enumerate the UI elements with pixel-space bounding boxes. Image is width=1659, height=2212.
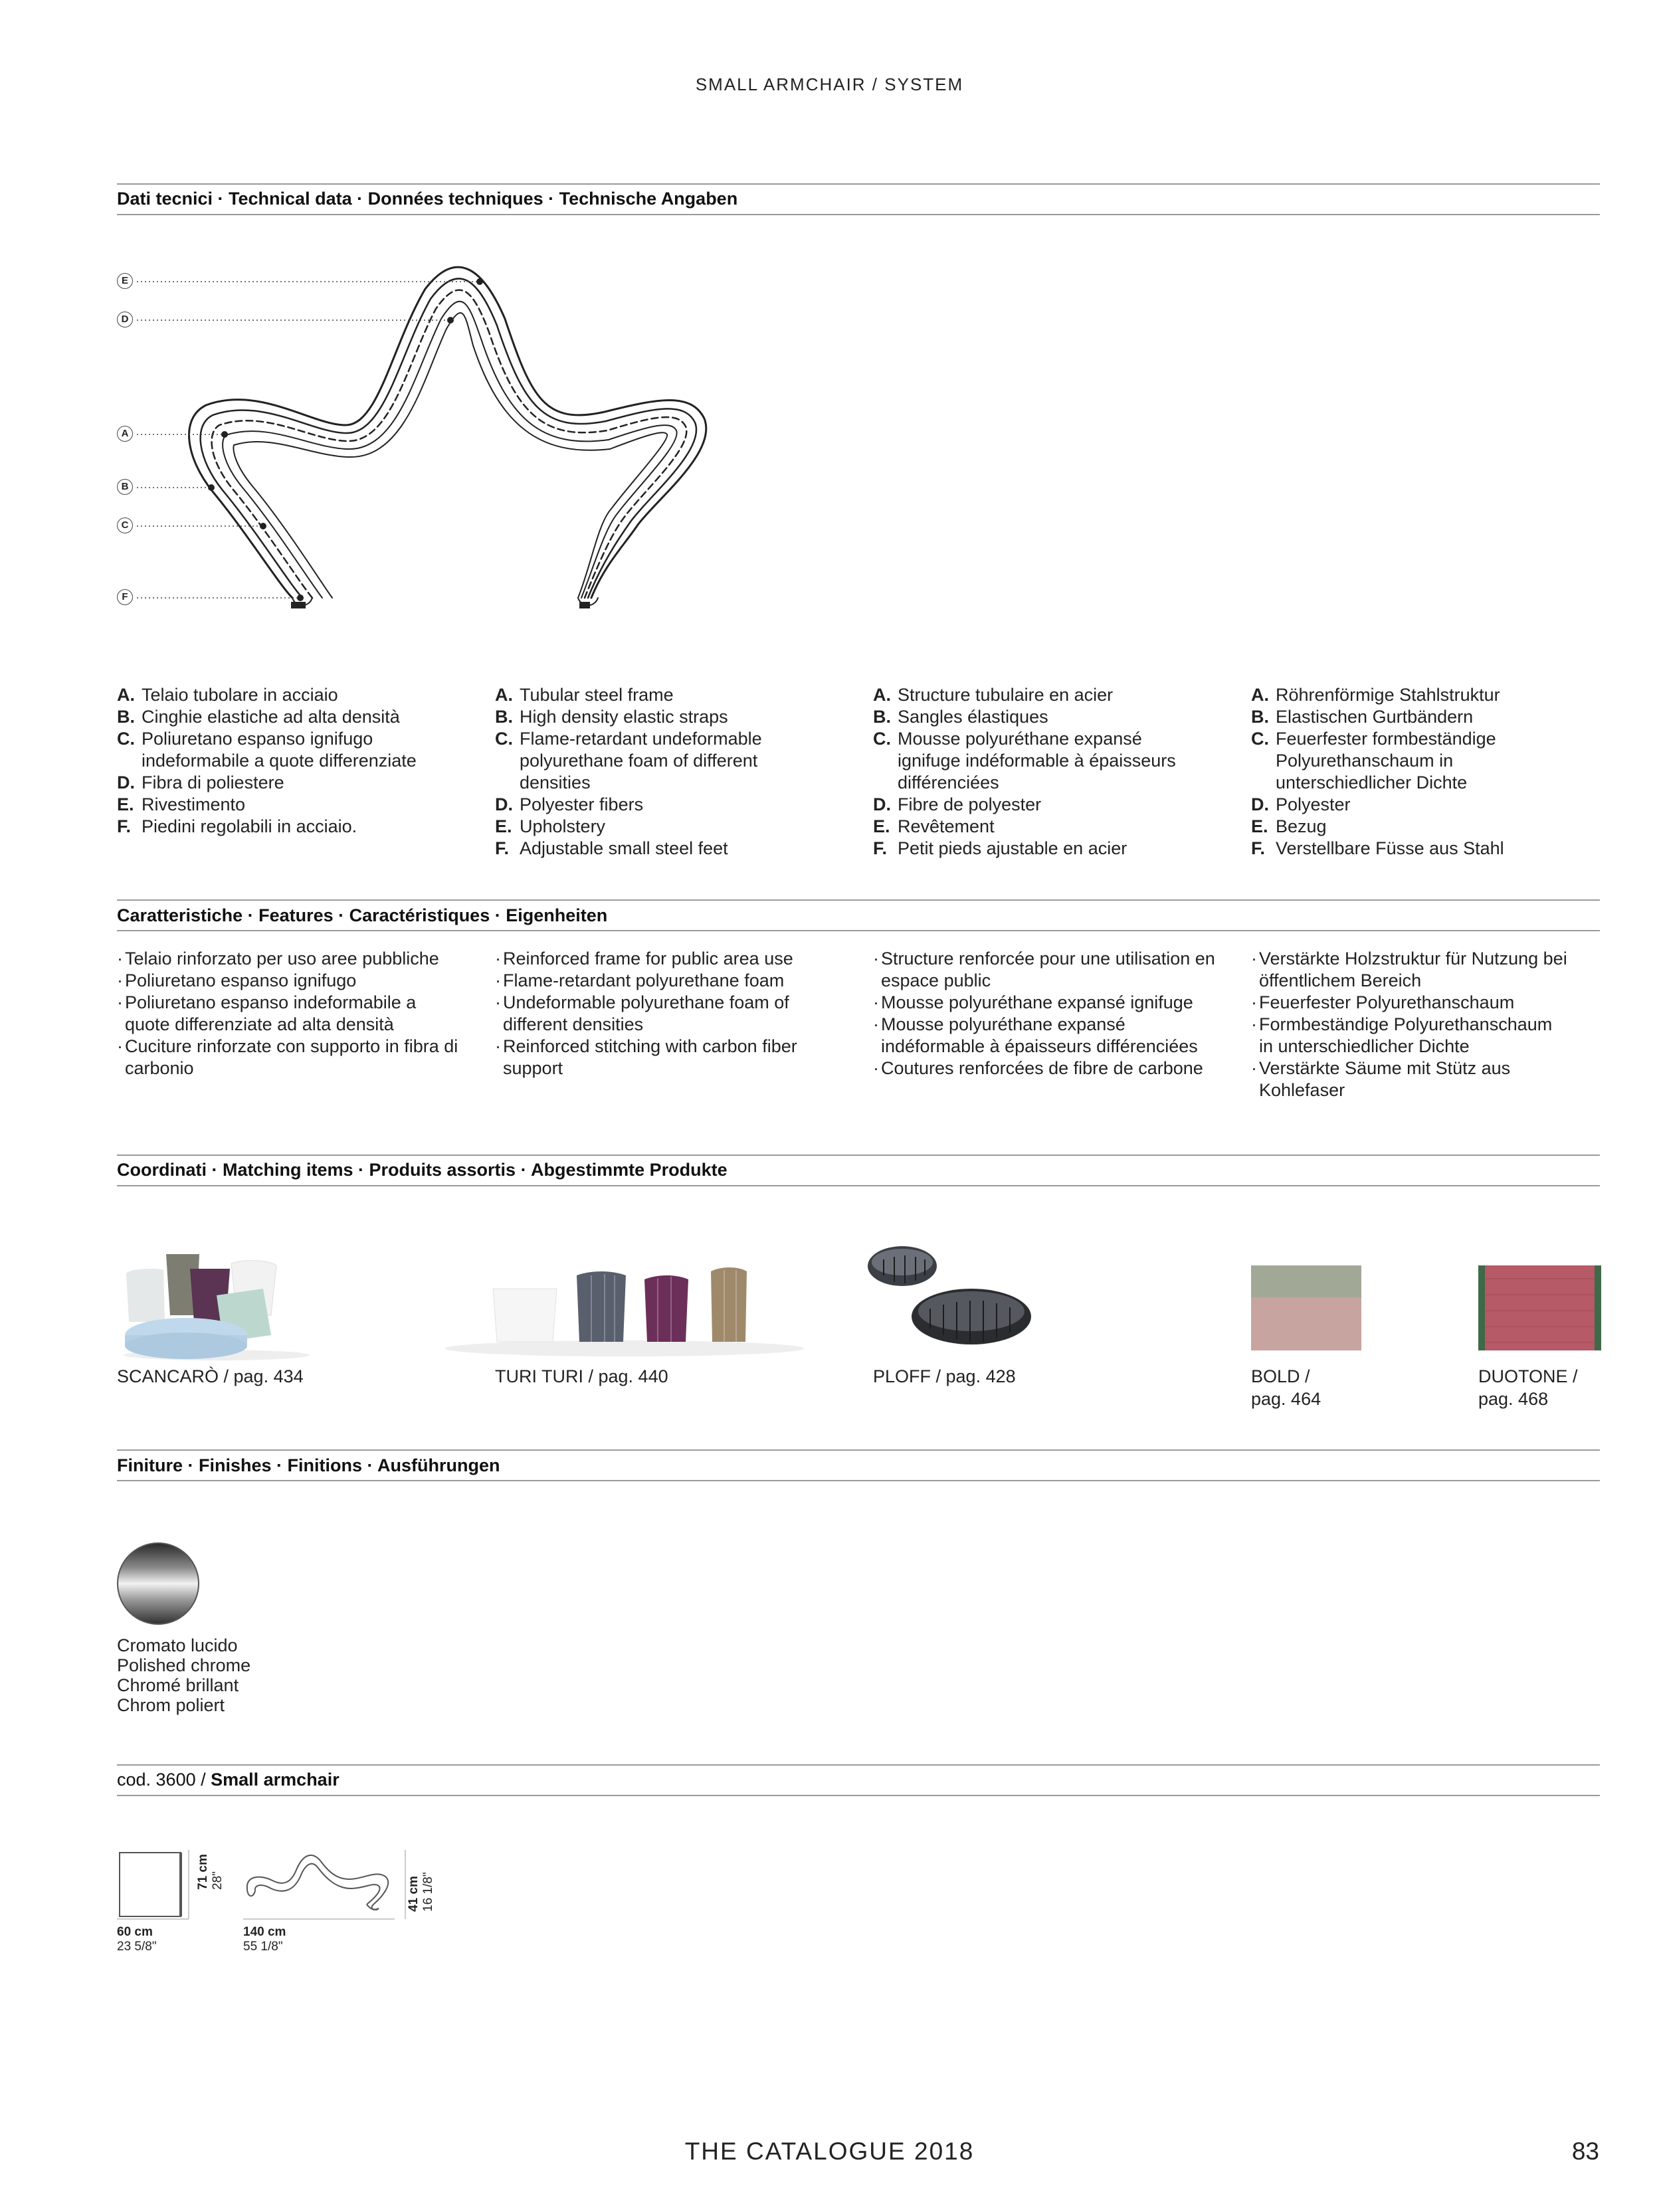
technical-list-fr <box>873 684 1192 860</box>
turi-turi-caption[interactable]: TURI TURI / pag. 440 <box>495 1366 668 1386</box>
list-item: · Coutures renforcées de fibre de carbone <box>873 1058 1203 1078</box>
list-item: B. Sangles élastiques <box>873 707 1048 727</box>
divider <box>117 1764 1600 1766</box>
list-item: F. Adjustable small steel feet <box>495 838 728 858</box>
technical-list-de <box>1251 684 1570 860</box>
callout-e: E <box>117 273 133 289</box>
top-view-drawing <box>243 1850 409 1923</box>
list-item: B. Cinghie elastiche ad alta densità <box>117 707 400 727</box>
divider <box>117 930 1600 931</box>
callout-a: A <box>117 426 133 442</box>
list-item: · Undeformable polyurethane foam of different densities <box>495 992 789 1034</box>
list-item: F. Verstellbare Füsse aus Stahl <box>1251 838 1504 858</box>
list-item: C. Poliuretano espanso ignifugo indeformabile a quote differenziate <box>117 729 417 771</box>
ploff-image[interactable] <box>864 1242 1043 1348</box>
ploff-caption[interactable]: PLOFF / pag. 428 <box>873 1366 1016 1386</box>
list-item: F. Piedini regolabili in acciaio. <box>117 816 357 836</box>
features-list-de <box>1251 948 1570 1101</box>
list-item: · Verstärkte Säume mit Stütz aus Kohlefaser <box>1251 1058 1511 1100</box>
list-item: E. Upholstery <box>495 816 606 836</box>
callout-c: C <box>117 517 133 533</box>
list-item: C. Flame-retardant undeformable polyurethane foam of different densities <box>495 729 762 792</box>
bold-caption[interactable]: BOLD / pag. 464 <box>1251 1366 1321 1409</box>
finish-name-de: Chrom poliert <box>117 1695 225 1715</box>
list-item: · Flame-retardant polyurethane foam <box>495 970 785 990</box>
list-item: · Mousse polyuréthane expansé indéformable à épaisseurs différenciées <box>873 1014 1198 1056</box>
divider <box>117 1449 1600 1451</box>
list-item: D. Polyester <box>1251 794 1351 814</box>
product-code-line <box>117 1770 340 1790</box>
divider <box>117 1185 1600 1186</box>
list-item: B. High density elastic straps <box>495 707 728 727</box>
features-list-it <box>117 948 462 1079</box>
list-item: E. Rivestimento <box>117 794 246 814</box>
product-name: Small armchair <box>211 1770 340 1790</box>
list-item: · Reinforced stitching with carbon fiber support <box>495 1036 797 1078</box>
list-item: D. Fibra di poliestere <box>117 773 284 792</box>
list-item: · Verstärkte Holzstruktur für Nutzung bei öffentlichem Bereich <box>1251 949 1567 990</box>
list-item: D. Fibre de polyester <box>873 794 1042 814</box>
list-item: A. Telaio tubolare in acciaio <box>117 685 338 705</box>
list-item: · Reinforced frame for public area use <box>495 949 793 968</box>
list-item: C. Feuerfester formbeständige Polyurethanschaum in unterschiedlicher Dichte <box>1251 729 1496 792</box>
features-list-fr <box>873 948 1219 1079</box>
list-item: · Structure renforcée pour une utilisation en espace public <box>873 949 1215 990</box>
list-item: · Cuciture rinforzate con supporto in fibra di carbonio <box>117 1036 458 1078</box>
technical-drawing <box>113 266 884 624</box>
footer-title: THE CATALOGUE 2018 <box>684 2138 975 2165</box>
list-item: · Telaio rinforzato per uso aree pubbliche <box>117 949 439 968</box>
callout-b: B <box>117 479 133 495</box>
list-item: A. Tubular steel frame <box>495 685 674 705</box>
duotone-caption[interactable]: DUOTONE / pag. 468 <box>1478 1366 1578 1409</box>
page-number: 83 <box>1571 2138 1599 2165</box>
matching-heading: Coordinati · Matching items · Produits assortis · Abgestimmte Produkte <box>117 1160 728 1180</box>
list-item: F. Petit pieds ajustable en acier <box>873 838 1127 858</box>
width-dim: 140 cm 55 1/8" <box>243 1925 286 1954</box>
list-item: E. Revêtement <box>873 816 995 836</box>
finish-names <box>117 1635 250 1715</box>
depth-dim: 60 cm 23 5/8" <box>117 1925 157 1954</box>
page-header: SMALL ARMCHAIR / SYSTEM <box>695 74 964 94</box>
scancaro-caption[interactable]: SCANCARÒ / pag. 434 <box>117 1366 304 1386</box>
divider <box>117 183 1600 185</box>
divider <box>117 899 1600 901</box>
divider <box>117 1480 1600 1481</box>
list-item: D. Polyester fibers <box>495 794 644 814</box>
list-item: · Mousse polyuréthane expansé ignifuge <box>873 992 1193 1012</box>
callout-d: D <box>117 312 133 327</box>
technical-list-it <box>117 684 462 838</box>
side-view-drawing <box>117 1850 190 1923</box>
duotone-image[interactable] <box>1478 1265 1601 1352</box>
finish-name-it: Cromato lucido <box>117 1635 238 1655</box>
finish-name-en: Polished chrome <box>117 1655 251 1675</box>
list-item: · Poliuretano espanso indeformabile a quote differenziate ad alta densità <box>117 992 417 1034</box>
seat-height-dim: 41 cm 16 1/8" <box>407 1872 435 1912</box>
divider <box>117 1795 1600 1796</box>
callout-f: F <box>117 589 133 605</box>
list-item: · Poliuretano espanso ignifugo <box>117 970 357 990</box>
chrome-finish-swatch[interactable] <box>117 1542 199 1625</box>
list-item: A. Structure tubulaire en acier <box>873 685 1114 705</box>
technical-list-en <box>495 684 787 860</box>
turi-turi-image[interactable] <box>439 1249 811 1362</box>
divider <box>117 1154 1600 1156</box>
height-dim: 71 cm 28" <box>196 1854 225 1890</box>
finishes-heading: Finiture · Finishes · Finitions · Ausführungen <box>117 1455 500 1475</box>
technical-heading: Dati tecnici · Technical data · Données techniques · Technische Angaben <box>117 189 738 209</box>
list-item: C. Mousse polyuréthane expansé ignifuge indéformable à épaisseurs différenciées <box>873 729 1176 792</box>
list-item: E. Bezug <box>1251 816 1327 836</box>
list-item: · Feuerfester Polyurethanschaum <box>1251 992 1515 1012</box>
product-code: cod. 3600 / <box>117 1770 211 1790</box>
list-item: B. Elastischen Gurtbändern <box>1251 707 1474 727</box>
list-item: A. Röhrenförmige Stahlstruktur <box>1251 685 1500 705</box>
divider <box>117 214 1600 215</box>
finish-name-fr: Chromé brillant <box>117 1675 239 1695</box>
features-heading: Caratteristiche · Features · Caractéristiques · Eigenheiten <box>117 905 608 925</box>
scancaro-image[interactable] <box>117 1249 316 1362</box>
features-list-en <box>495 948 827 1079</box>
bold-image[interactable] <box>1251 1265 1364 1352</box>
list-item: · Formbeständige Polyurethanschaum in unterschiedlicher Dichte <box>1251 1014 1553 1056</box>
